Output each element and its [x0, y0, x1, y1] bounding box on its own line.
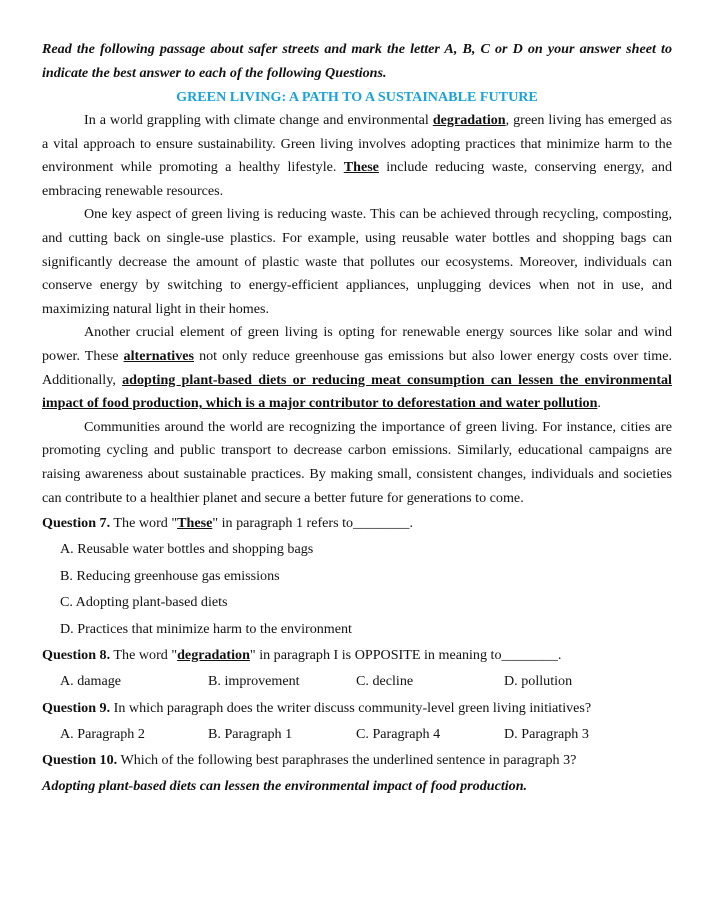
question-8-option-c[interactable]: C. decline [356, 673, 414, 690]
question-8-word: degradation [177, 647, 250, 664]
question-8-option-a[interactable]: A. damage [60, 673, 122, 690]
underlined-alternatives: alternatives [123, 347, 194, 364]
paragraph-2: One key aspect of green living is reducing waste. This can be achieved through recycling, composting, and cutting back on single-use plastics. For example, using reusable water bottles and shopping bags can significantly decrease the amount of plastic waste that pollutes our ecosystems. Moreover, individuals can conserve energy by switching to energy-efficient appliances, unplugging devices when not in use, and maximizing natural light in their homes. [42, 206, 672, 317]
question-10-text: Which of the following best paraphrases the underlined sentence in paragraph 3? [117, 752, 577, 769]
question-7 [42, 510, 672, 536]
question-8-option-d[interactable]: D. pollution [504, 673, 573, 690]
question-7-post: " in paragraph 1 refers to________. [212, 515, 413, 532]
question-8-options [42, 668, 672, 695]
underlined-degradation: degradation [432, 112, 506, 128]
question-9-option-b[interactable]: B. Paragraph 1 [208, 725, 293, 742]
question-9-option-d[interactable]: D. Paragraph 3 [504, 725, 589, 742]
question-8-pre: The word " [110, 647, 178, 664]
p3-text-a: Another crucial element of green living is opting for renewable energy sources like solar and wind power. These [42, 324, 672, 364]
question-8-option-b[interactable]: B. improvement [208, 673, 300, 690]
question-7-pre: The word " [110, 515, 178, 532]
question-8-post: " in paragraph I is OPPOSITE in meaning to________. [249, 647, 562, 664]
question-10 [42, 747, 672, 773]
question-9-options [42, 721, 672, 748]
instructions: Read the following passage about safer streets and mark the letter A, B, C or D on your answer sheet to indicate the best answer to each of the following Questions. [42, 41, 672, 81]
question-10-number: Question 10. [42, 752, 118, 769]
question-7-number: Question 7. [42, 515, 111, 532]
passage-title: GREEN LIVING: A PATH TO A SUSTAINABLE FUTURE [176, 89, 538, 105]
question-9 [42, 695, 672, 721]
underlined-these: These [343, 159, 379, 176]
question-9-number: Question 9. [42, 699, 111, 716]
p1-text-a: In a world grappling with climate change and environmental [84, 112, 433, 128]
underlined-sentence: adopting plant-based diets or reducing meat consumption can lessen the environmental impact of food production, which is a major contributor to deforestation and water pollution [42, 371, 672, 412]
paragraph-3 [42, 321, 672, 415]
p3-text-b: not only reduce greenhouse gas emissions but also lower energy costs over time. Additionally, [42, 347, 672, 388]
question-8 [42, 642, 672, 668]
paragraph-1 [42, 109, 672, 203]
question-7-option-b[interactable]: B. Reducing greenhouse gas emissions [60, 567, 280, 584]
p1-text-c: include reducing waste, conserving energy, and embracing renewable resources. [42, 159, 672, 199]
question-7-option-d[interactable]: D. Practices that minimize harm to the environment [60, 620, 352, 637]
question-10-quote: Adopting plant-based diets can lessen the environmental impact of food production. [42, 778, 528, 795]
p1-text-b: , green living has emerged as a vital approach to ensure sustainability. Green living involves adopting practices that minimize harm to the environment while promoting a healthy lifestyle. [42, 112, 672, 176]
question-7-option-a[interactable]: A. Reusable water bottles and shopping bags [60, 541, 314, 558]
question-9-option-a[interactable]: A. Paragraph 2 [60, 725, 145, 742]
question-8-number: Question 8. [42, 647, 111, 664]
question-7-word: These [177, 515, 213, 532]
paragraph-4: Communities around the world are recognizing the importance of green living. For instance, cities are promoting cycling and public transport to decrease carbon emissions. Similarly, educational campaigns are raising awareness about sustainable practices. By making small, consistent changes, individuals and societies can contribute to a healthier planet and secure a better future for generations to come. [42, 418, 672, 506]
question-7-option-c[interactable]: C. Adopting plant-based diets [60, 594, 228, 611]
question-9-text: In which paragraph does the writer discuss community-level green living initiatives? [110, 699, 592, 716]
question-9-option-c[interactable]: C. Paragraph 4 [356, 725, 441, 742]
p3-text-c: . [597, 395, 601, 412]
